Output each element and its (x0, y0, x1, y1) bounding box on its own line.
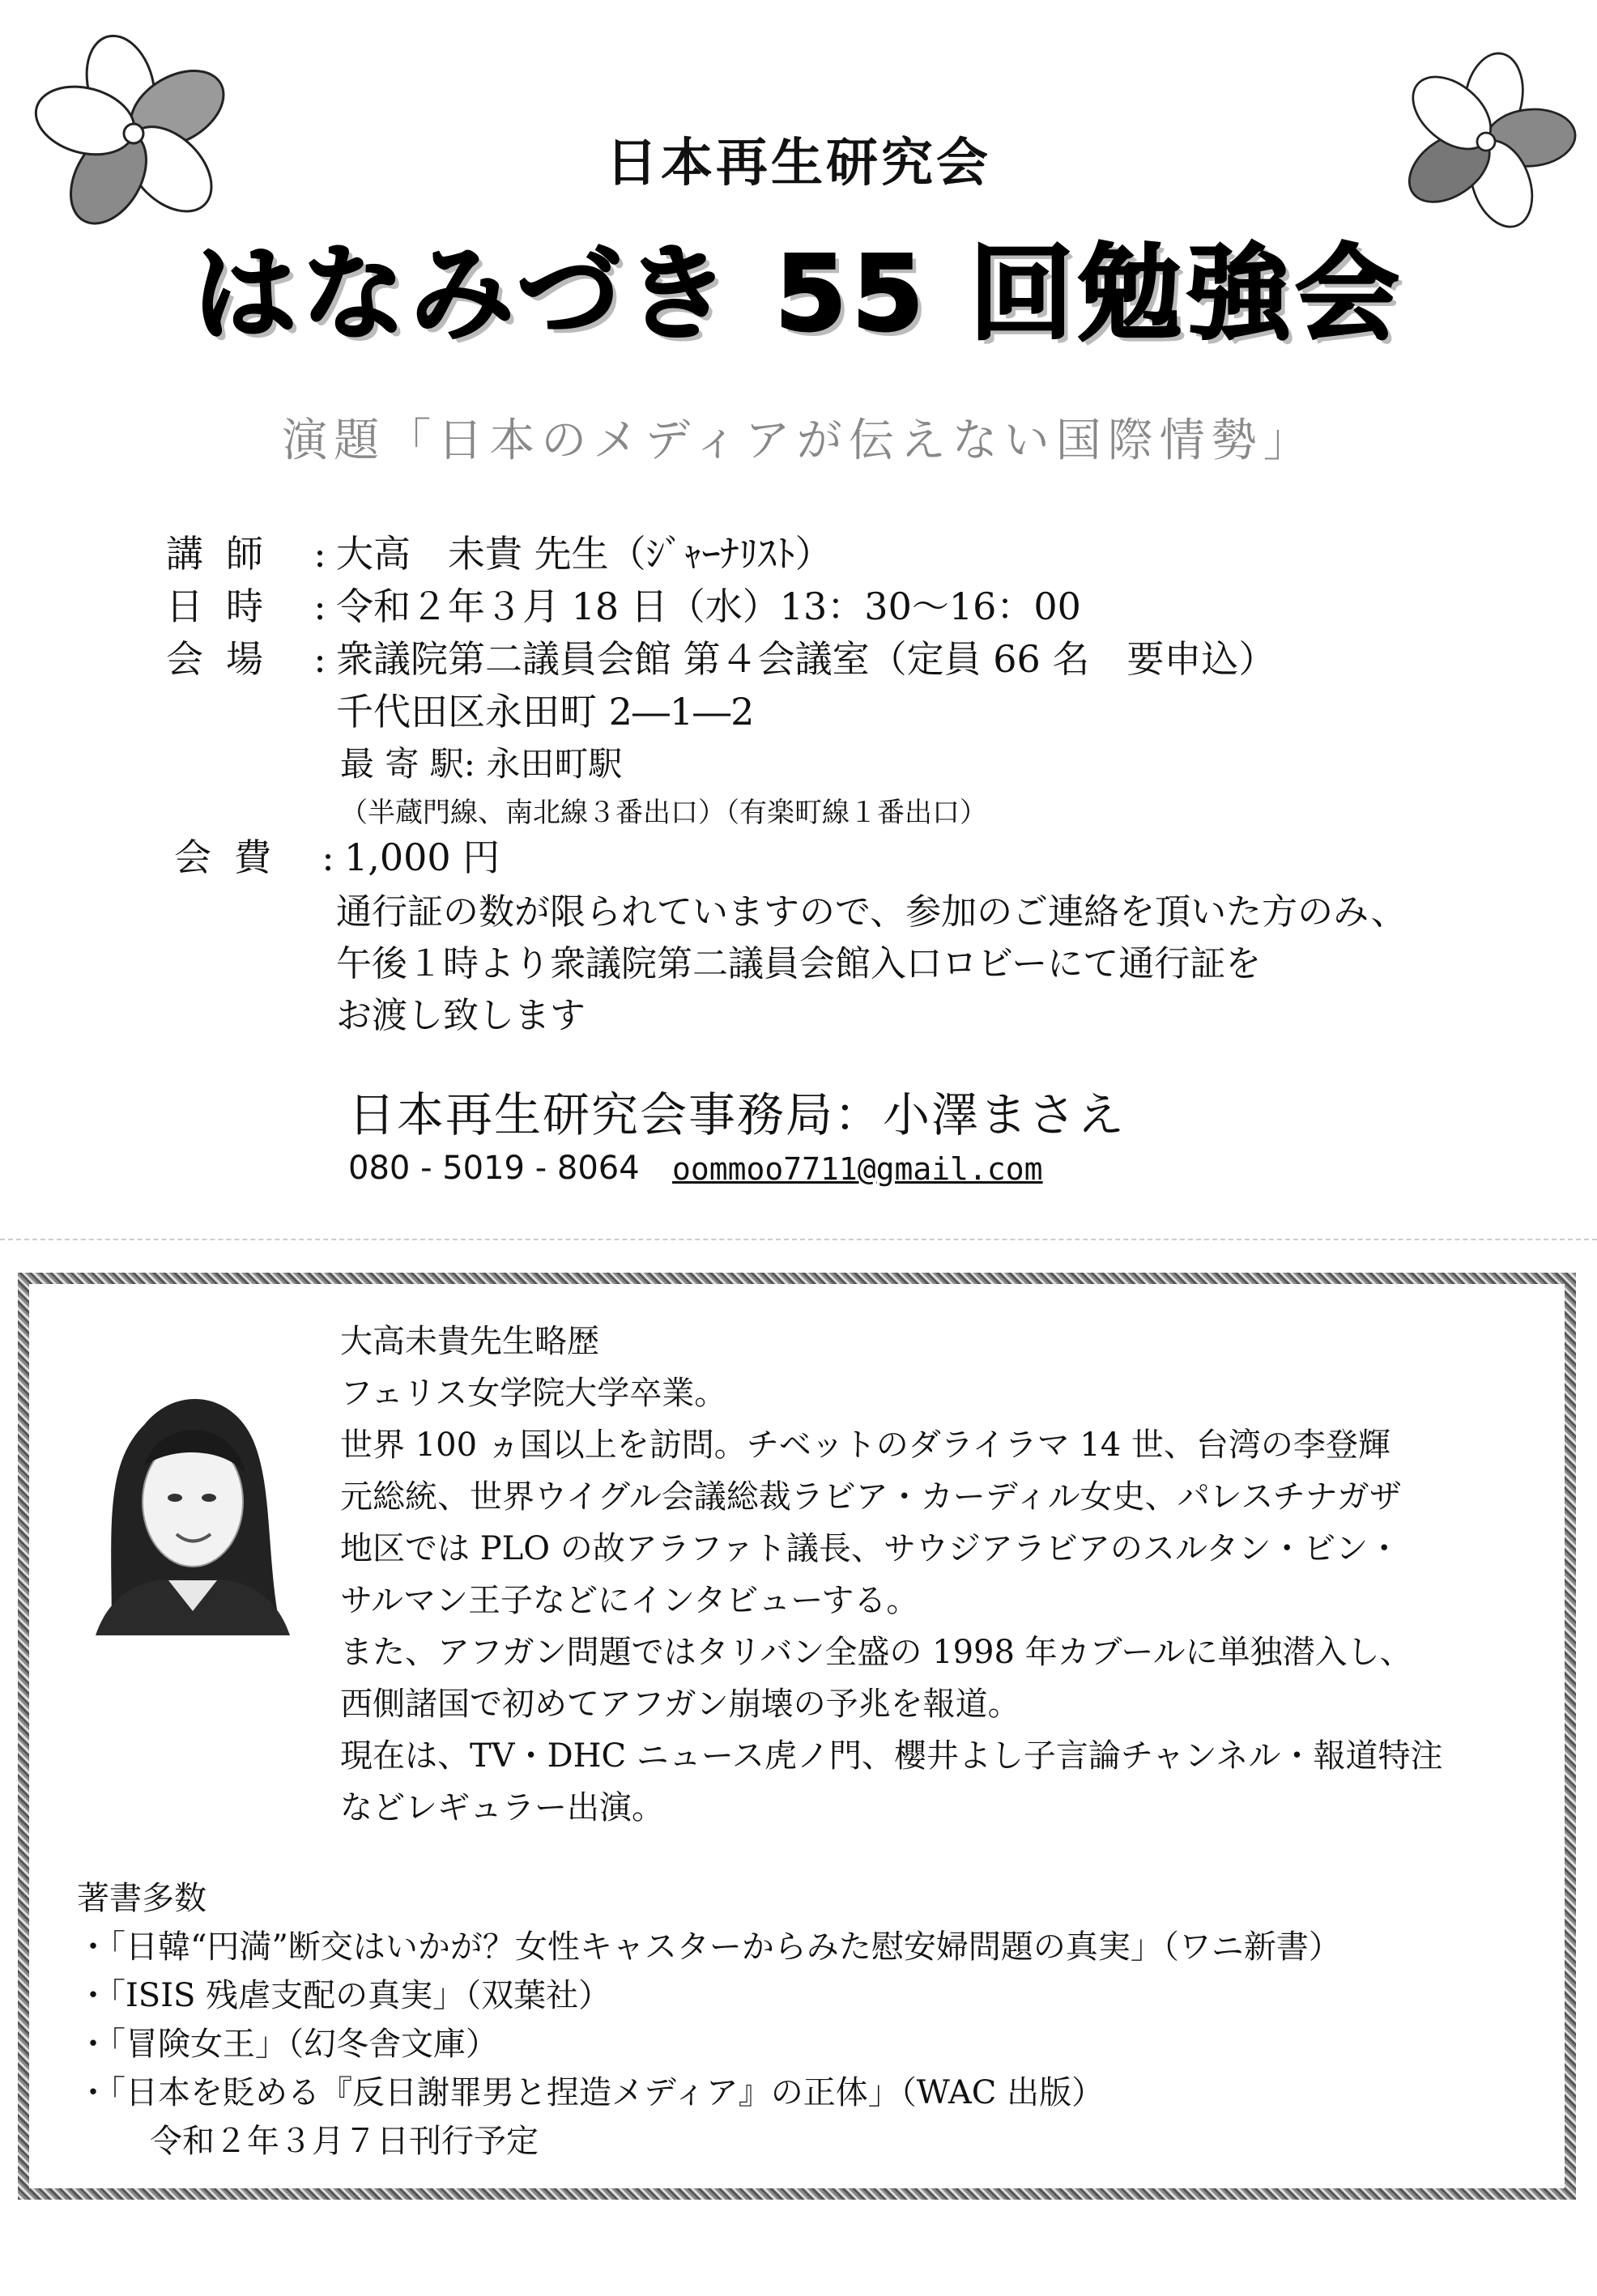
profile-line: 地区では PLO の故アラファト議長、サウジアラビアのスルタン・ビン・ (340, 1530, 1401, 1567)
fee-label: 会費 (174, 835, 294, 879)
profile-line: 世界 100 ヵ国以上を訪問。チベットのダライラマ 14 世、台湾の李登輝 (340, 1426, 1390, 1464)
profile-text (340, 1316, 1442, 1834)
book-item: ・「冒険女王」（幻冬舎文庫） (77, 2026, 498, 2063)
profile-line: などレギュラー出演。 (340, 1789, 664, 1826)
event-title: はなみづき 55 回勉強会 (193, 234, 1404, 355)
books-heading: 著書多数 (77, 1880, 207, 1917)
venue-label: 会場 (166, 637, 286, 681)
book-item: ・「日韓“円満”断交はいかが？女性キャスターからみた慰安婦問題の真実」（ワニ新書） (77, 1928, 1341, 1966)
phone-number: 080 - 5019 - 8064 (348, 1150, 640, 1187)
books-list (77, 1874, 1341, 2166)
nearest-station: 最 寄 駅: 永田町駅 (340, 744, 623, 784)
datetime-value: 令和２年３月 18 日（水）13：30～16：00 (336, 585, 1081, 628)
portrait-photo (79, 1368, 298, 1635)
venue-address: 千代田区永田町 2―1―2 (336, 690, 755, 733)
lecturer-row: 講師 : 大高 未貴 先生（ｼﾞｬｰﾅﾘｽﾄ） (166, 532, 833, 576)
lecturer-label: 講師 (166, 532, 286, 576)
profile-heading: 大高未貴先生略歴 (340, 1323, 599, 1360)
datetime-row: 日時 : 令和２年３月 18 日（水）13：30～16：00 (166, 585, 1081, 628)
fee-note (336, 887, 1407, 1042)
organization-name: 日本再生研究会 (606, 134, 991, 193)
datetime-label: 日時 (166, 585, 286, 628)
office-contact: 日本再生研究会事務局：小澤まさえ (348, 1087, 1126, 1142)
profile-line: フェリス女学院大学卒業。 (340, 1375, 727, 1412)
fee-note-line: 通行証の数が限られていますので、参加のご連絡を頂いた方のみ、 (336, 891, 1407, 933)
fee-row: 会費 : 1,000 円 (174, 835, 500, 879)
profile-line: 元総統、世界ウイグル会議総裁ラビア・カーディル女史、パレスチナガザ (340, 1478, 1402, 1516)
profile-line: また、アフガン問題ではタリバン全盛の 1998 年カブールに単独潜入し、 (340, 1634, 1412, 1671)
book-item: ・「日本を貶める『反日謝罪男と捏造メディア』の正体」（WAC 出版） (77, 2074, 1105, 2111)
lecturer-value: 大高 未貴 先生（ｼﾞｬｰﾅﾘｽﾄ） (336, 532, 833, 576)
profile-line: サルマン王子などにインタビューする。 (340, 1582, 919, 1619)
divider (0, 1239, 1597, 1240)
profile-line: 現在は、TV・DHC ニュース虎ノ門、櫻井よし子言論チャンネル・報道特注 (340, 1737, 1443, 1775)
venue-row: 会場 : 衆議院第二議員会館 第４会議室（定員 66 名 要申込） (166, 637, 1276, 681)
profile-line: 西側諸国で初めてアフガン崩壊の予兆を報道。 (340, 1686, 1020, 1723)
fee-note-line: お渡し致します (336, 995, 586, 1036)
email-link[interactable]: oommoo7711@gmail.com (672, 1151, 1043, 1187)
station-exits: （半蔵門線、南北線３番出口）（有楽町線１番出口） (340, 797, 987, 829)
venue-value: 衆議院第二議員会館 第４会議室（定員 66 名 要申込） (336, 637, 1276, 681)
fee-note-line: 午後１時より衆議院第二議員会館入口ロビーにて通行証を (336, 943, 1262, 984)
book-release-note: 令和２年３月７日刊行予定 (150, 2123, 539, 2160)
fee-value: 1,000 円 (344, 835, 500, 879)
book-item: ・「ISIS 残虐支配の真実」（双葉社） (77, 1977, 611, 2014)
lecture-topic: 演題「日本のメディアが伝えない国際情勢」 (282, 415, 1315, 467)
